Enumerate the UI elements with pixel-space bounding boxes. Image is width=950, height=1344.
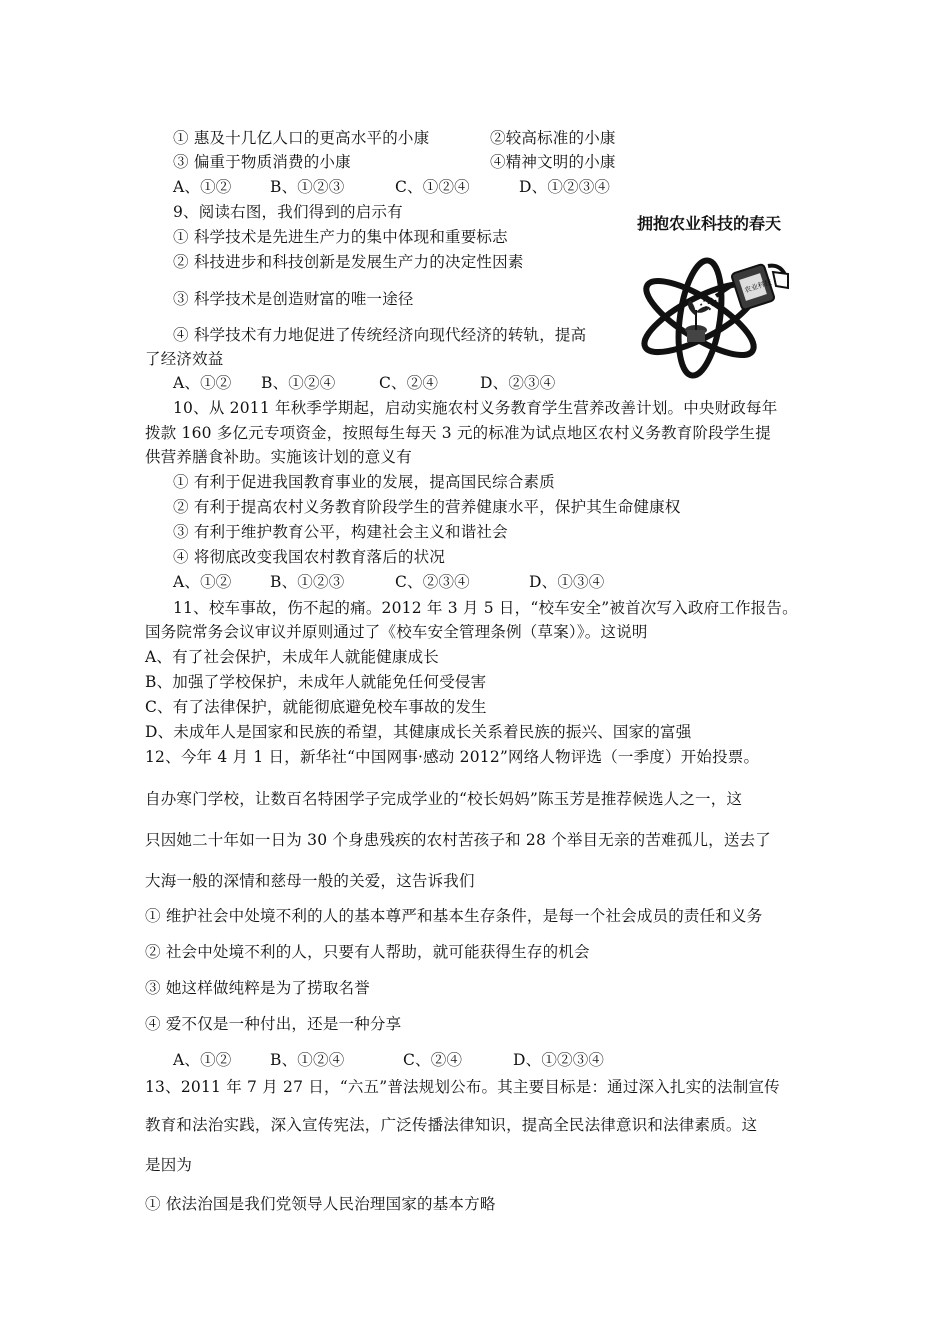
q9-statement-1: ① 科学技术是先进生产力的集中体现和重要标志 bbox=[173, 228, 508, 246]
q9-stem: 9、阅读右图，我们得到的启示有 bbox=[173, 203, 403, 221]
q12-option-b: B、①②④ bbox=[270, 1051, 345, 1069]
q12-option-a: A、①② bbox=[173, 1051, 232, 1069]
q12-options bbox=[173, 1049, 604, 1071]
q9-option-b: B、①②④ bbox=[261, 374, 336, 392]
illustration-title: 拥抱农业科技的春天 bbox=[636, 214, 781, 233]
q11-option-b: B、加强了学校保护，未成年人就能免任何受侵害 bbox=[145, 673, 487, 691]
q9-option-d: D、②③④ bbox=[480, 374, 556, 392]
q8-option-a: A、①② bbox=[173, 178, 232, 196]
q8-option-b: B、①②③ bbox=[270, 178, 345, 196]
q11-option-d: D、未成年人是国家和民族的希望，其健康成长关系着民族的振兴、国家的富强 bbox=[145, 723, 692, 741]
q11-option-a: A、有了社会保护，未成年人就能健康成长 bbox=[145, 648, 439, 666]
q11-option-c: C、有了法律保护，就能彻底避免校车事故的发生 bbox=[145, 698, 487, 716]
q8-option-d: D、①②③④ bbox=[519, 178, 611, 196]
q9-statement-3: ③ 科学技术是创造财富的唯一途径 bbox=[173, 290, 414, 308]
q10-statement-1: ① 有利于促进我国教育事业的发展，提高国民综合素质 bbox=[173, 473, 555, 491]
q10-option-d: D、①③④ bbox=[529, 573, 605, 591]
q9-option-a: A、①② bbox=[173, 374, 232, 392]
q12-statement-4: ④ 爱不仅是一种付出，还是一种分享 bbox=[145, 1015, 402, 1033]
q10-options bbox=[173, 571, 604, 593]
q9-options bbox=[173, 372, 555, 394]
q13-stem-line-2: 教育和法治实践，深入宣传宪法，广泛传播法律知识，提高全民法律意识和法律素质。这 bbox=[145, 1116, 758, 1134]
agri-tech-illustration bbox=[628, 210, 790, 380]
q10-statement-4: ④ 将彻底改变我国农村教育落后的状况 bbox=[173, 548, 446, 566]
q12-statement-3: ③ 她这样做纯粹是为了捞取名誉 bbox=[145, 979, 370, 997]
q8-statement-4: ④精神文明的小康 bbox=[490, 153, 616, 171]
q10-stem-line-3: 供营养膳食补助。实施该计划的意义有 bbox=[145, 448, 412, 466]
q8-options bbox=[173, 176, 610, 198]
q8-statement-2: ②较高标准的小康 bbox=[490, 129, 616, 147]
q10-stem-line-2: 拨款 160 多亿元专项资金，按照每生每天 3 元的标准为试点地区农村义务教育阶段学生提 bbox=[145, 424, 771, 442]
q10-statement-2: ② 有利于提高农村义务教育阶段学生的营养健康水平，保护其生命健康权 bbox=[173, 498, 681, 516]
can-label-text: 农业科技 bbox=[743, 278, 773, 295]
q12-stem-line-4: 大海一般的深情和慈母一般的关爱，这告诉我们 bbox=[145, 872, 475, 890]
q8-statement-3: ③ 偏重于物质消费的小康 bbox=[173, 153, 351, 171]
q11-stem-line-1: 11、校车事故，伤不起的痛。2012 年 3 月 5 日，“校车安全”被首次写入政府工作报告。 bbox=[173, 599, 798, 617]
q11-stem-line-2: 国务院常务会议审议并原则通过了《校车安全管理条例（草案）》。这说明 bbox=[145, 623, 648, 641]
q12-option-c: C、②④ bbox=[403, 1051, 463, 1069]
q12-stem-line-3: 只因她二十年如一日为 30 个身患残疾的农村苦孩子和 28 个举目无亲的苦难孤儿，送去了 bbox=[145, 831, 771, 849]
q13-stem-line-1: 13、2011 年 7 月 27 日，“六五”普法规划公布。其主要目标是：通过深入扎实的法制宣传 bbox=[145, 1078, 780, 1096]
q10-option-c: C、②③④ bbox=[395, 573, 470, 591]
q8-statement-1: ① 惠及十几亿人口的更高水平的小康 bbox=[173, 129, 430, 147]
atom-watering-can-drawing bbox=[628, 210, 790, 380]
q9-statement-2: ② 科技进步和科技创新是发展生产力的决定性因素 bbox=[173, 253, 524, 271]
q10-option-a: A、①② bbox=[173, 573, 232, 591]
q13-stem-line-3: 是因为 bbox=[145, 1156, 193, 1174]
q12-stem-line-1: 12、今年 4 月 1 日，新华社“中国网事·感动 2012”网络人物评选（一季度）开始投票。 bbox=[145, 748, 760, 766]
q13-statement-1: ① 依法治国是我们党领导人民治理国家的基本方略 bbox=[145, 1195, 496, 1213]
q10-option-b: B、①②③ bbox=[270, 573, 345, 591]
q9-option-c: C、②④ bbox=[379, 374, 439, 392]
q9-statement-4-cont: 了经济效益 bbox=[145, 350, 224, 368]
q12-stem-line-2: 自办寒门学校，让数百名特困学子完成学业的“校长妈妈”陈玉芳是推荐候选人之一，这 bbox=[145, 790, 743, 808]
q10-stem-line-1: 10、从 2011 年秋季学期起，启动实施农村义务教育学生营养改善计划。中央财政每年 bbox=[173, 399, 778, 417]
q10-statement-3: ③ 有利于维护教育公平，构建社会主义和谐社会 bbox=[173, 523, 508, 541]
q9-statement-4: ④ 科学技术有力地促进了传统经济向现代经济的转轨，提高 bbox=[173, 326, 587, 344]
q8-option-c: C、①②④ bbox=[395, 178, 470, 196]
q12-statement-1: ① 维护社会中处境不利的人的基本尊严和基本生存条件，是每一个社会成员的责任和义务 bbox=[145, 907, 763, 925]
q12-option-d: D、①②③④ bbox=[513, 1051, 605, 1069]
q12-statement-2: ② 社会中处境不利的人，只要有人帮助，就可能获得生存的机会 bbox=[145, 943, 590, 961]
